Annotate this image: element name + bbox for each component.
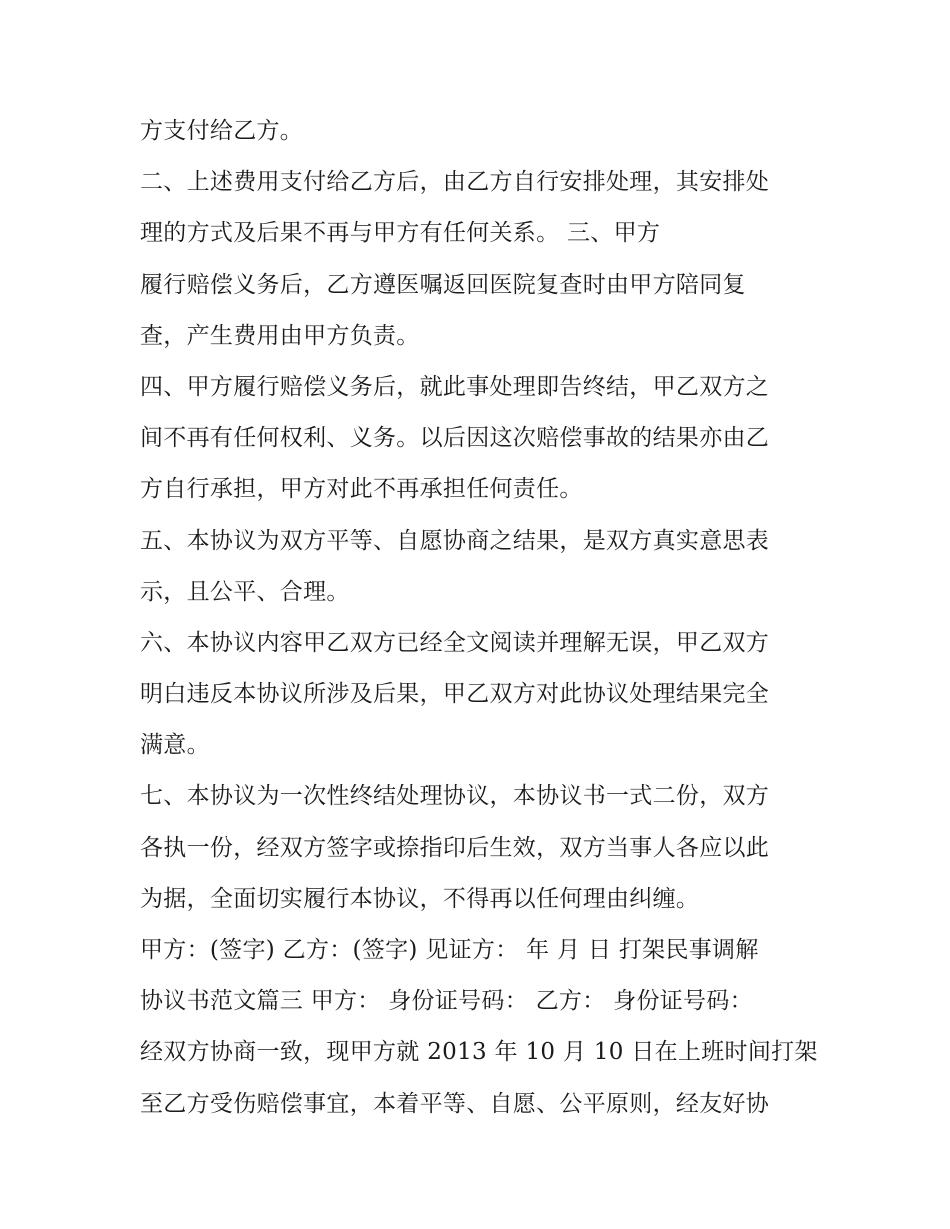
text-line: 四、甲方履行赔偿义务后，就此事处理即告终结，甲乙双方之 (140, 373, 770, 400)
text-line: 五、本协议为双方平等、自愿协商之结果，是双方真实意思表 (140, 527, 770, 554)
text-line: 间不再有任何权利、义务。以后因这次赔偿事故的结果亦由乙 (140, 425, 770, 452)
text-line: 七、本协议为一次性终结处理协议，本协议书一式二份，双方 (140, 783, 770, 810)
text-line: 履行赔偿义务后，乙方遵医嘱返回医院复查时由甲方陪同复 (140, 271, 746, 298)
signature-line: 甲方：(签字) 乙方：(签字) 见证方： 年 月 日 打架民事调解 (140, 937, 759, 963)
text-line: 各执一份，经双方签字或捺指印后生效，双方当事人各应以此 (140, 834, 770, 861)
section-heading-line: 协议书范文篇三 甲方： 身份证号码： 乙方： 身份证号码： (140, 988, 753, 1015)
text-line: 六、本协议内容甲乙双方已经全文阅读并理解无误，甲乙双方 (140, 629, 770, 656)
text-line: 查，产生费用由甲方负责。 (140, 322, 420, 349)
text-line: 为据，全面切实履行本协议，不得再以任何理由纠缠。 (140, 885, 700, 912)
text-line: 理的方式及后果不再与甲方有任何关系。 三、甲方 (140, 220, 661, 247)
text-line: 方支付给乙方。 (140, 118, 304, 144)
text-line: 二、上述费用支付给乙方后，由乙方自行安排处理，其安排处 (140, 169, 770, 196)
text-line: 满意。 (140, 732, 210, 759)
text-line: 明白违反本协议所涉及后果，甲乙双方对此协议处理结果完全 (140, 681, 770, 708)
document-body (140, 106, 840, 1130)
text-line: 方自行承担，甲方对此不再承担任何责任。 (140, 476, 583, 503)
text-line: 至乙方受伤赔偿事宜，本着平等、自愿、公平原则，经友好协 (140, 1090, 770, 1117)
text-line: 示，且公平、合理。 (140, 578, 350, 605)
text-line: 经双方协商一致，现甲方就 2013 年 10 月 10 日在上班时间打架 (140, 1039, 818, 1066)
